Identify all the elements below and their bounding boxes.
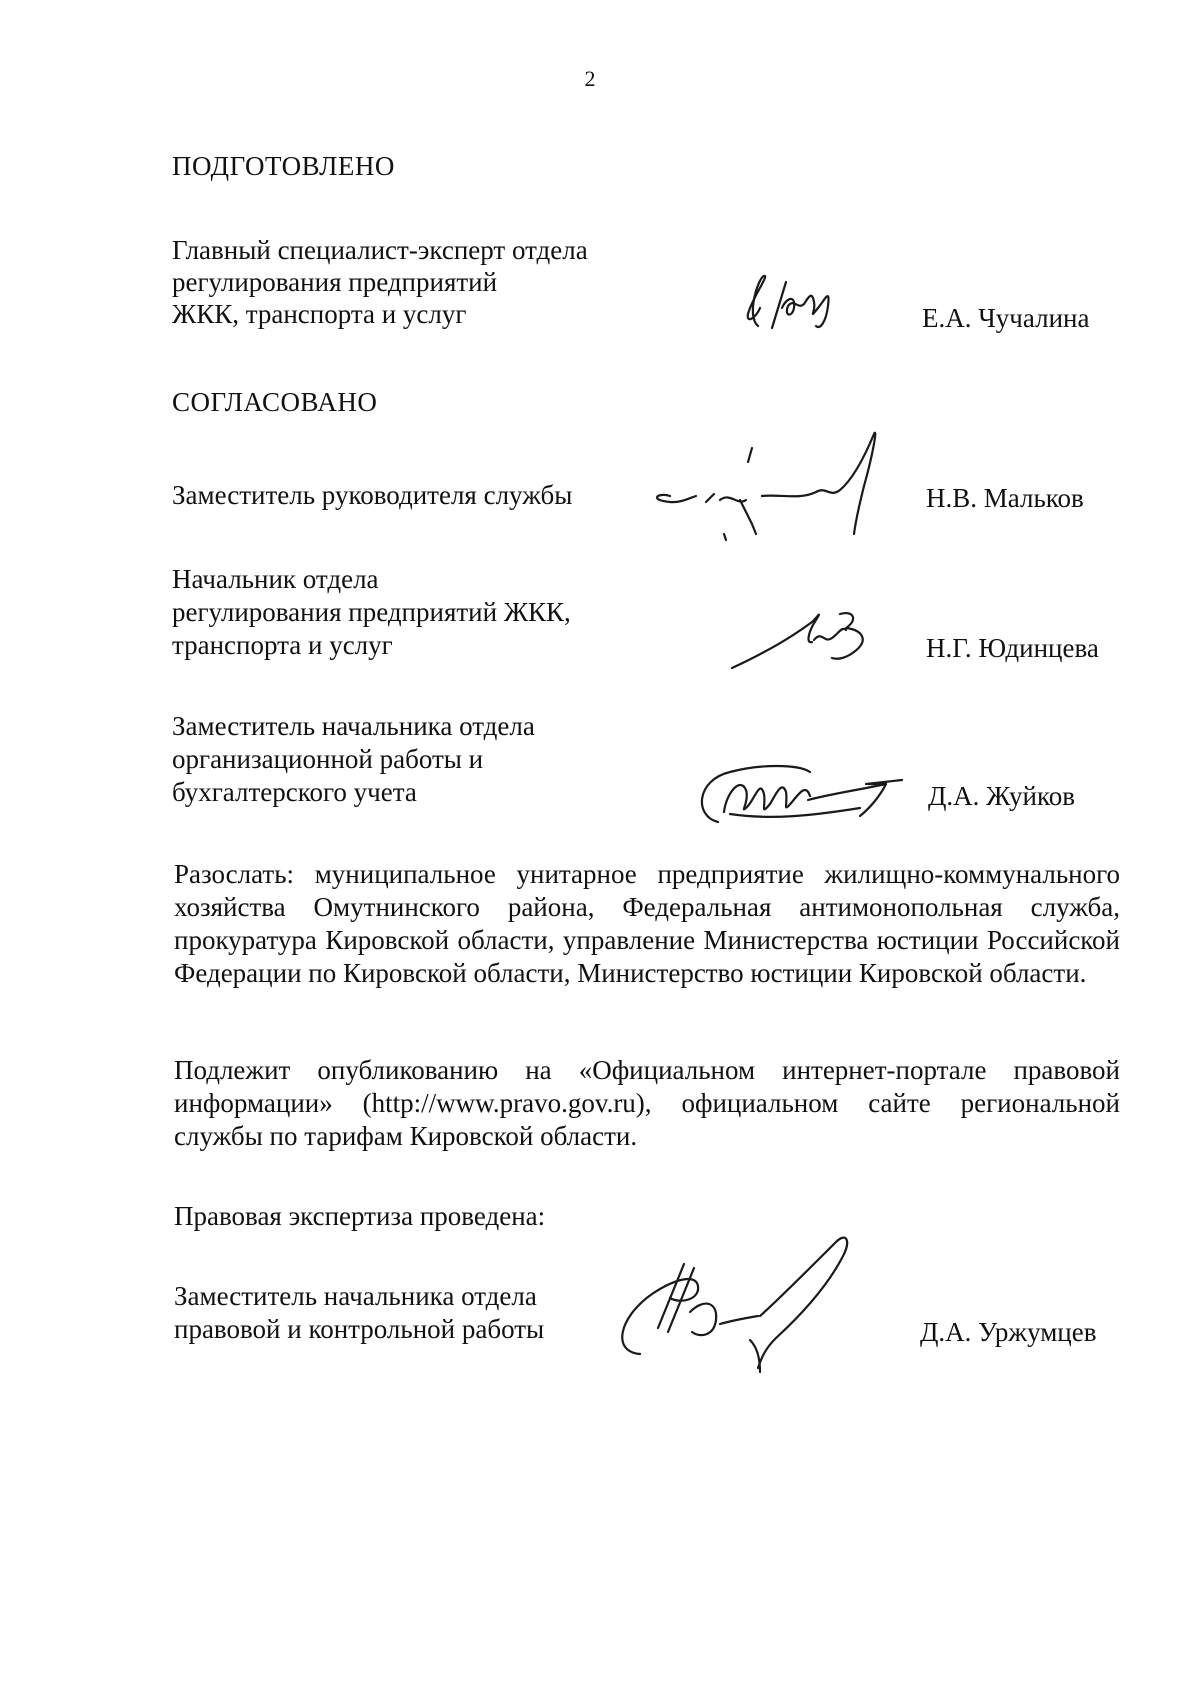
publication-paragraph: Подлежит опубликованию на «Официальном интернет-портале правовой информации» (http://www.pravo.gov.ru), официальном сайте региональной службы по тарифам Кировской области. [174, 1055, 1120, 1151]
prepared-position-line-3: ЖКК, транспорта и услуг [172, 299, 467, 329]
agreed-signer-3-name: Д.А. Жуйков [928, 781, 1075, 811]
legal-review-position-line-2: правовой и контрольной работы [174, 1314, 545, 1344]
agreed-signer-2-name: Н.Г. Юдинцева [926, 633, 1099, 663]
agreed-signer-3-position-line-2: организационной работы и [172, 744, 484, 774]
agreed-signer-1-name: Н.В. Мальков [926, 483, 1084, 513]
page-number: 2 [584, 66, 596, 91]
prepared-position-line-2: регулирования предприятий [172, 267, 498, 297]
distribution-paragraph: Разослать: муниципальное унитарное предприятие жилищно-коммунального хозяйства Омутнинского района, Федеральная антимонопольная служба, прокуратура Кировской области, управление Министерства юстиции Российской Федерации по Кировской области, Министерство юстиции Кировской области. [174, 859, 1120, 988]
agreed-signer-3-position-line-3: бухгалтерского учета [172, 777, 417, 807]
agreed-signer-2-position-line-3: транспорта и услуг [172, 630, 393, 660]
prepared-heading: ПОДГОТОВЛЕНО [172, 151, 395, 181]
agreed-signer-3-position-line-1: Заместитель начальника отдела [172, 711, 535, 741]
agreed-signer-2-position-line-2: регулирования предприятий ЖКК, [172, 597, 571, 627]
signature-urzhumtsev [600, 1228, 870, 1378]
prepared-position-line-1: Главный специалист-эксперт отдела [172, 235, 588, 265]
agreed-signer-2-position-line-1: Начальник отдела [172, 564, 379, 594]
legal-review-heading: Правовая экспертиза проведена: [174, 1201, 546, 1231]
signature-zhuikov [690, 750, 910, 830]
signature-yudintseva [728, 600, 878, 680]
legal-review-position-line-1: Заместитель начальника отдела [174, 1281, 537, 1311]
prepared-name: Е.А. Чучалина [922, 303, 1090, 333]
legal-review-name: Д.А. Уржумцев [920, 1317, 1097, 1347]
agreed-signer-1-position: Заместитель руководителя службы [172, 480, 573, 510]
signature-chuchalina [738, 268, 848, 340]
agreed-heading: СОГЛАСОВАНО [172, 387, 378, 417]
signature-malkov [640, 428, 900, 548]
